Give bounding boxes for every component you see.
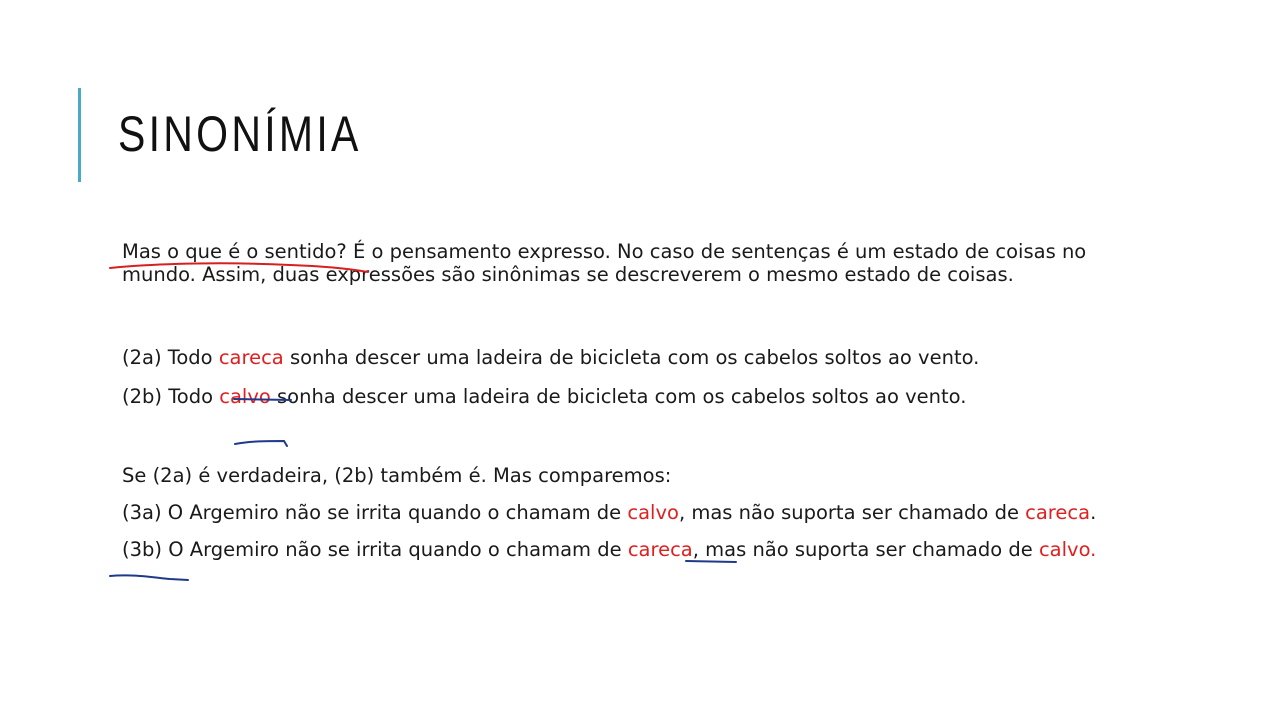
intro-paragraph: Mas o que é o sentido? É o pensamento expresso. No caso de sentenças é um estado de coisas no mundo. Assim, duas expressões são sinônimas se descreverem o mesmo estado de coisas. (122, 240, 1087, 286)
example-3b-prefix: (3b) O Argemiro não se irrita quando o chamam de (122, 538, 628, 561)
example-2b-highlight: calvo (219, 385, 271, 408)
example-3b-middle: , mas não suporta ser chamado de (692, 538, 1039, 561)
blue-ink-underline-calvo-3a (686, 561, 736, 562)
example-3a-suffix: . (1090, 501, 1097, 524)
example-2a-prefix: (2a) Todo (122, 346, 219, 369)
blue-ink-underline-careca-3a (110, 575, 188, 580)
example-2b-prefix: (2b) Todo (122, 385, 220, 408)
example-2a (122, 346, 1132, 369)
example-2a-highlight: careca (218, 346, 284, 369)
example-3a (122, 501, 1132, 524)
example-3a-middle: , mas não suporta ser chamado de (678, 501, 1026, 524)
example-3a-prefix: (3a) O Argemiro não se irrita quando o chamam de (122, 501, 628, 524)
slide-title: SINONÍMIA (118, 106, 362, 162)
slide-body (122, 240, 1132, 561)
example-2a-suffix: sonha descer uma ladeira de bicicleta com os cabelos soltos ao vento. (283, 346, 980, 369)
example-2b (122, 385, 1132, 408)
example-3b-highlight-1: careca (627, 538, 693, 561)
example-3b-highlight-2: calvo. (1038, 538, 1097, 561)
example-2b-suffix: sonha descer uma ladeira de bicicleta com os cabelos soltos ao vento. (270, 385, 967, 408)
example-3a-highlight-1: calvo (627, 501, 679, 524)
example-3b (122, 538, 1132, 561)
comparison-paragraph: Se (2a) é verdadeira, (2b) também é. Mas comparemos: (122, 464, 672, 487)
title-accent-bar (78, 88, 81, 182)
example-3a-highlight-2: careca (1025, 501, 1091, 524)
